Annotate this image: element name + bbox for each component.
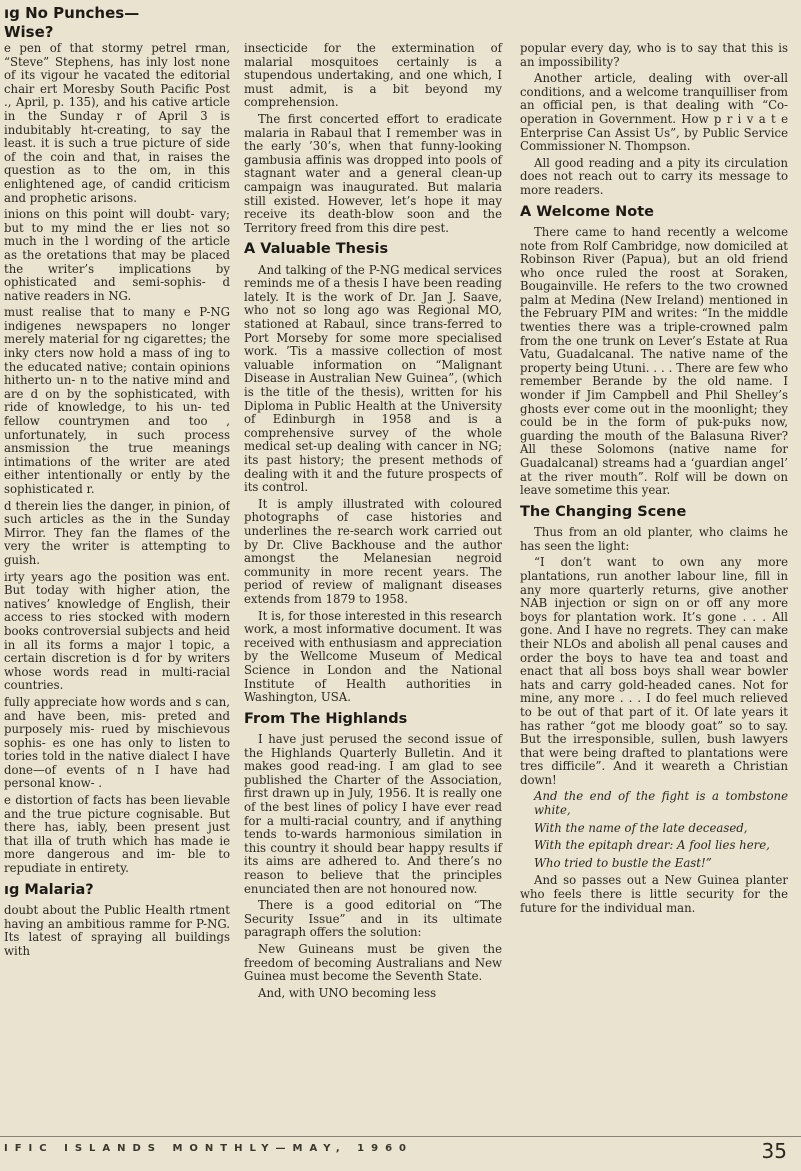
- heading-changing-scene: The Changing Scene: [520, 503, 687, 520]
- heading-no-punches: ıg No Punches— Wise?: [4, 4, 140, 41]
- col3-paragraph: And so passes out a New Guinea planter who feels there is little security for the future for the individual man.: [520, 873, 788, 915]
- col1-paragraph: d therein lies the danger, in pinion, of such articles as the in the Sunday Mirror. They fan the flames of the very the writer is attempting to guish.: [4, 498, 230, 567]
- col1-paragraph: must realise that to many e P-NG indigenes newspapers no longer merely material for ng cigarettes; the inky cters now hold a mass of ing to the educated native; contain opinions hitherto un- n to the native mind and are d on by the sophisticated, with ride of knowledge, to his un- ted fellow countrymen and too , unfortunately, in such process ansmission the true meanings intimations of the writer are ated either intentionally or ently by the sophisticated r.: [4, 305, 230, 496]
- page-number: 35: [761, 1139, 787, 1163]
- col2-paragraph: New Guineans must be given the freedom of becoming Australians and New Guinea must become the Seventh State.: [244, 942, 502, 984]
- poem-line: With the name of the late deceased,: [534, 820, 748, 835]
- col3-paragraph: Another article, dealing with over-all conditions, and a welcome tranquilliser from an official pen, is that dealing with “Co-operation in Government. How p r i v a t e Enterprise Can Assist Us”, by Public Service Commissioner N. Thompson.: [520, 71, 788, 154]
- col1-paragraph: fully appreciate how words and s can, and have been, mis- preted and purposely mis- rued by mischievous sophis- es one has only to listen to tories told in the native dialect I have done—of events of n I have had personal know- .: [4, 694, 230, 791]
- page-footer: [0, 1136, 801, 1167]
- col3-paragraph: “I don’t want to own any more plantations, run another labour line, fill in any more quarterly returns, give another NAB injection or sign on or off any more boys for plantation work. It’s gone . . . All gone. And I have no regrets. They can make their NLOs and abolish all penal causes and order the boys to have tea and toast and enact that all boss boys shall wear bowler hats and carry gold-headed canes. Not for mine, any more . . . I do feel much relieved to be out of that part of it. Of late years it has rather “got me bloody goat” so to say. But the irresponsible, sullen, bush lawyers that were being drafted to plantations were tres difficile”. And it weareth a Christian down!: [520, 555, 788, 787]
- col1-paragraph: inions on this point will doubt- vary; but to my mind the er lies not so much in the l wording of the article as the oretations that may be placed the writer’s implications by ophisticated and semi-sophis- d native readers in NG.: [4, 207, 230, 303]
- poem-line: Who tried to bustle the East!”: [534, 855, 712, 870]
- poem-line: With the epitaph drear: A fool lies here,: [534, 838, 770, 853]
- col2-paragraph: There is a good editorial on “The Security Issue” and in its ultimate paragraph offers the solution:: [244, 898, 502, 940]
- heading-welcome-note: A Welcome Note: [520, 203, 654, 220]
- col2-paragraph: I have just perused the second issue of the Highlands Quarterly Bulletin. And it makes good read-ing. I am glad to see published the Charter of the Association, first drawn up in July, 1956. It is really one of the best lines of policy I have ever read for a multi-racial country, and if anything tends to-wards harmonious similation in this country it should bear happy results if its aims are adhered to. And there’s no reason to believe that the principles enunciated then are not honoured now.: [244, 732, 502, 896]
- heading-malaria: ıg Malaria?: [4, 881, 94, 898]
- col2-paragraph: It is amply illustrated with coloured photographs of case histories and underlines the re-search work carried out by Dr. Clive Backhouse and the author amongst the Melanesian negroid community in more recent years. The period of review of malignant diseases extends from 1879 to 1958.: [244, 496, 502, 606]
- heading-valuable-thesis: A Valuable Thesis: [244, 241, 389, 258]
- col2-paragraph: And talking of the P-NG medical services reminds me of a thesis I have been reading lately. It is the work of Dr. Jan J. Saave, who not so long ago was Regional MO, stationed at Rabaul, since trans-ferred to Port Morseby for some more specialised work. ’Tis a massive collection of most valuable information on “Malignant Disease in Australian New Guinea”, (which is the title of the thesis), written for his Diploma in Public Health at the University of Edinburgh in 1958 and is a comprehensive survey of the whole medical set-up dealing with cancer in NG; its past history; the present methods of dealing with it and the future prospects of its control.: [244, 262, 502, 495]
- column1-heading: [4, 4, 230, 42]
- col3-paragraph: There came to hand recently a welcome note from Rolf Cambridge, now domiciled at Robinson River (Papua), but an old friend who once ruled the roost at Soraken, Bougainville. He refers to the two crowned palm at Medina (New Ireland) mentioned in the February PIM and writes: “In the middle twenties there was a triple-crowned palm from the one trunk on Lever’s Estate at Rua Vatu, Guadalcanal. The native name of the property being Utuni. . . . There are few who remember Berande by the old name. I wonder if Jim Campbell and Phil Shelley’s ghosts ever come out in the moonlight; they could be in the form of puk-puks now, guarding the mouth of the Balasuna River? All these Solomons (native name for Guadalcanal) streams had a ‘guardian angel’ at the river mouth”. Rolf will be down on leave sometime this year.: [520, 224, 788, 498]
- column-3: [520, 42, 788, 918]
- footer-publication: IFIC ISLANDS MONTHLY—MAY, 1960: [4, 1143, 413, 1154]
- col2-paragraph: It is, for those interested in this research work, a most informative document. It was received with enthusiasm and appreciation by the Wellcome Museum of Medical Science in London and the National Institute of Health authorities in Washington, USA.: [244, 608, 502, 705]
- col3-paragraph: popular every day, who is to say that this is an impossibility?: [520, 41, 788, 69]
- column-2: [244, 42, 502, 1003]
- col1-paragraph: doubt about the Public Health rtment having an ambitious ramme for P-NG. Its latest of spraying all buildings with: [4, 903, 230, 958]
- poem-line: And the end of the fight is a tombstone white,: [534, 789, 788, 818]
- col2-paragraph: insecticide for the extermination of malarial mosquitoes certainly is a stupendous undertaking, and one which, I must admit, is a bit beyond my comprehension.: [244, 41, 502, 110]
- column-1: [4, 42, 230, 961]
- col3-paragraph: Thus from an old planter, who claims he has seen the light:: [520, 525, 788, 553]
- col1-paragraph: irty years ago the position was ent. But today with higher ation, the natives’ knowledge of English, their access to ries stocked with modern books controversial subjects and heid in all its forms a major l topic, a certain discretion is d for by writers whose words read in multi-racial countries.: [4, 569, 230, 693]
- col1-paragraph: e pen of that stormy petrel rman, “Steve” Stephens, has inly lost none of its vigour he vacated the editorial chair ert Moresby South Pacific Post ., April, p. 135), and his cative article in the Sunday r of April 3 is indubitably ht-creating, to say the least. it is such a true picture of side of the coin and that, in raises the question as to the om, in this enlightened age, of candid criticism and prophetic arisons.: [4, 42, 230, 205]
- col2-paragraph: And, with UNO becoming less: [258, 985, 437, 1000]
- col1-paragraph: e distortion of facts has been lievable and the true picture cognisable. But there has, iably, been present just that illa of truth which has made ie more dangerous and im- ble to repudiate in entirety.: [4, 793, 230, 876]
- col3-paragraph: All good reading and a pity its circulation does not reach out to carry its message to more readers.: [520, 155, 788, 197]
- col2-paragraph: The first concerted effort to eradicate malaria in Rabaul that I remember was in the early ’30’s, when that funny-looking gambusia affinis was dropped into pools of stagnant water and a general clean-up campaign was inaugurated. But malaria still existed. However, let’s hope it may receive its death-blow soon and the Territory freed from this dire pest.: [244, 111, 502, 235]
- heading-from-the-highlands: From The Highlands: [244, 710, 408, 727]
